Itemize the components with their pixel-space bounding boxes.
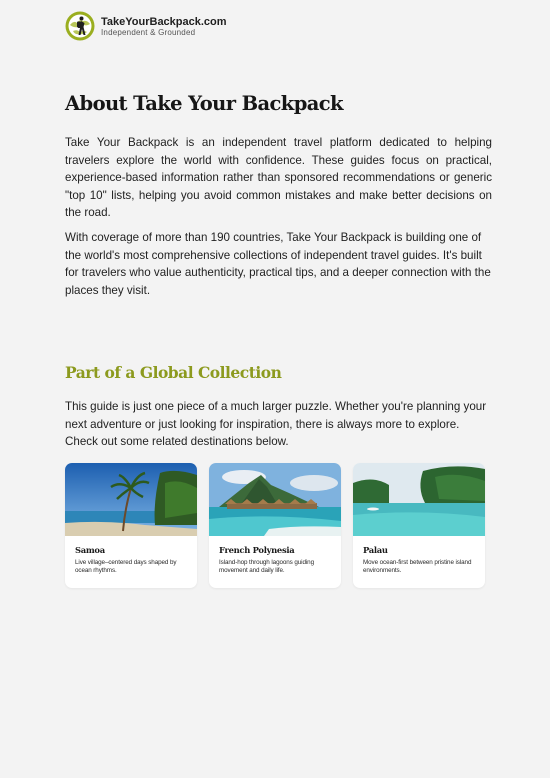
about-paragraph-1: Take Your Backpack is an independent travel platform dedicated to helping travelers explore the world with confidence. These guides focus on practical, experience-based information rather than sponsored recommendations or generic "top 10" lists, helping you avoid common mistakes and make better decisions on the road. [65, 136, 492, 220]
card-description: Island-hop through lagoons guiding movement and daily life. [219, 559, 314, 575]
collection-paragraph: This guide is just one piece of a much larger puzzle. Whether you're planning your next adventure or just looking for inspiration, there is always more to explore. Check out some related destinations below. [65, 400, 487, 449]
site-name[interactable]: TakeYourBackpack.com [101, 15, 227, 28]
french-polynesia-image [209, 463, 341, 536]
card-description: Move ocean-first between pristine island environments. [363, 559, 472, 575]
destination-cards [65, 463, 485, 588]
card-title[interactable]: Palau [363, 545, 388, 555]
card-title[interactable]: Samoa [75, 545, 105, 555]
about-title: About Take Your Backpack [65, 92, 343, 115]
site-header [65, 11, 227, 41]
samoa-image [65, 463, 197, 536]
destination-card-french-polynesia[interactable] [209, 463, 341, 588]
card-description: Live village–centered days shaped by ocean rhythms. [75, 559, 177, 575]
logo-icon[interactable] [65, 11, 95, 41]
site-tagline: Independent & Grounded [101, 27, 196, 37]
collection-title: Part of a Global Collection [65, 363, 282, 382]
destination-card-palau[interactable] [353, 463, 485, 588]
card-title[interactable]: French Polynesia [219, 545, 295, 555]
about-paragraph-2: With coverage of more than 190 countries, Take Your Backpack is building one of the world's most comprehensive collections of independent travel guides. It's built for travelers who value authenticity, practical tips, and a deeper connection with the places they visit. [65, 231, 491, 297]
palau-image [353, 463, 485, 536]
brand [101, 16, 227, 37]
destination-card-samoa[interactable] [65, 463, 197, 588]
